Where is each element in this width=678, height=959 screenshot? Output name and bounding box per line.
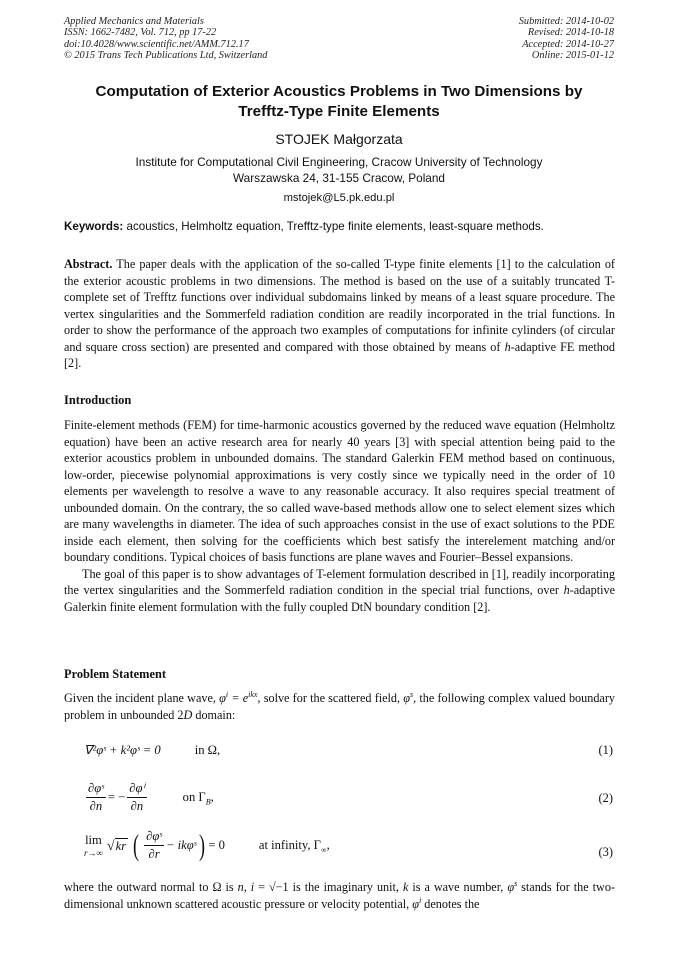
affiliation-line-2: Warszawska 24, 31-155 Cracow, Poland <box>232 171 445 185</box>
eq2-condition: on $\Gamma_B$, <box>182 789 214 807</box>
math-scattered-field: $\varphi^s$ <box>403 689 414 705</box>
journal-copyright: © 2015 Trans Tech Publications Ltd, Switzerland <box>64 49 268 61</box>
equation-2-number: (2) <box>598 791 613 805</box>
abstract-h-symbol: h <box>504 339 511 354</box>
title-line-2: Trefftz-Type Finite Elements <box>238 103 440 120</box>
ps-text-d: domain: <box>192 707 236 722</box>
journal-name: Applied Mechanics and Materials <box>64 16 204 27</box>
eq3-rhs: = 0 <box>208 838 225 852</box>
journal-header <box>64 16 267 61</box>
date-online: Online: 2015-01-12 <box>531 49 614 61</box>
ps-text-a: Given the incident plane wave, <box>64 691 220 705</box>
intro-p2-text-end: -adaptive Galerkin finite element formulation with the fully coupled DtN boundary condition [2]. <box>64 583 615 614</box>
ps-text-b: , solve for the scattered field, <box>257 691 404 705</box>
intro-paragraph-2 <box>64 566 615 616</box>
eq3-frac: $\frac{\text{∂φˢ}}{\partial r}$ <box>146 829 162 861</box>
eq3-limit: lim r→∞ <box>84 833 103 858</box>
keywords-label: Keywords: <box>64 220 124 233</box>
introduction-body <box>64 417 615 615</box>
intro-paragraph-1: Finite-element methods (FEM) for time-harmonic acoustics governed by the reduced wave equation (Helmholtz equation) have been an active research area for nearly 40 years [3] with special attention being paid to the exterior acoustics problem in unbounded domains. The standard Galerkin FEM method based on continuous, low-order, piecewise polynomial approximations is very costly since we typically need in the order of 10 elements per wavelength to resolve a wave to any reasonable accuracy. It also requires special treatment of unbounded domain. On the contrary, the so called wave-based methods allow one to select element sizes which are many wavelengths in diameter. The idea of such approaches consist in the use of exact solutions to the PDE inside each element, then solving for the coefficients which best satisfy the interelement matching and/or boundary conditions. Typical choices of basis functions are plane waves and Fourier–Bessel expansions. <box>64 418 615 564</box>
date-submitted: Submitted: 2014-10-02 <box>518 16 614 27</box>
equation-1-number: (1) <box>598 743 613 757</box>
paper-title <box>64 82 614 122</box>
date-accepted: Accepted: 2014-10-27 <box>522 38 614 50</box>
math-phi-i: $\varphi^i$ <box>412 895 422 911</box>
dates-header <box>519 16 614 61</box>
math-phi-s: $\varphi^s$ <box>507 878 518 894</box>
equation-2 <box>84 780 214 814</box>
intro-p2-text: The goal of this paper is to show advantages of T-element formulation described in [1], readily incorporating the vertex singularities and the Sommerfeld radiation condition in the special trial functions, over <box>64 566 615 597</box>
eq2-frac-right: $\frac{\text{∂φⁱ}}{\partial n}$ <box>129 781 145 813</box>
ps-text-c: , the following complex valued boundary problem in unbounded <box>64 691 615 722</box>
date-revised: Revised: 2014-10-18 <box>527 27 614 39</box>
math-incident-wave: $\varphi^i = e^{ikx}$ <box>219 689 258 705</box>
affiliation <box>64 154 614 186</box>
affiliation-line-1: Institute for Computational Civil Engineering, Cracow University of Technology <box>135 155 543 169</box>
intro-h-symbol: h <box>563 583 570 597</box>
keywords <box>64 219 616 234</box>
section-heading-introduction: Introduction <box>64 393 132 407</box>
math-2d: 2D <box>177 707 193 722</box>
eq1-expression: ∇²φˢ + k²φˢ = 0 <box>84 743 161 757</box>
problem-statement-text <box>64 690 615 723</box>
abstract-text: The paper deals with the application of the so-called T-type finite elements [1] to the calculation of the exterior acoustic problems in two dimensions. The method is based on the use of a suitably truncated T-complete set of Trefftz functions over individual subdomains linked by means of a least square procedure. The vertex singularities and the Sommerfeld radiation condition are readily incorporated in the trial functions. In order to show the performance of the approach two examples of computations for infinite cylinders (of circular and square cross section) are presented and compared with those obtained by means of <box>64 257 615 354</box>
equation-1 <box>84 742 220 758</box>
title-line-1: Computation of Exterior Acoustics Problems in Two Dimensions by <box>95 83 583 100</box>
journal-issn: ISSN: 1662-7482, Vol. 712, pp 17-22 <box>64 27 217 39</box>
keywords-text: acoustics, Helmholtz equation, Trefftz-type finite elements, least-square methods. <box>123 220 544 233</box>
eq3-sqrt: √ kr <box>106 838 127 854</box>
eq2-frac-left: $\frac{\text{∂φˢ}}{\partial n}$ <box>88 780 104 813</box>
abstract-label: Abstract. <box>64 257 113 271</box>
eq1-condition: in Ω, <box>194 742 221 757</box>
closing-paragraph: where the outward normal to Ω is n, i = √−1 is the imaginary unit, k is a wave number, $\varphi^s$ stands for the two-dimensional unknown scattered acoustic pressure or velocity potential, $\varphi^i$ denotes the <box>64 878 616 911</box>
author-name: STOJEK Małgorzata <box>275 131 403 147</box>
eq3-condition: at infinity, $\Gamma_\infty$, <box>258 838 330 855</box>
eq2-equals: = − <box>107 789 126 804</box>
eq3-middle-term: − ikφˢ <box>165 838 197 852</box>
journal-doi: doi:10.4028/www.scientific.net/AMM.712.17 <box>64 38 249 50</box>
equation-3: lim r→∞ √ kr ( $\frac{\text{∂φˢ}}{\partial r}$ − ikφˢ ) = 0 at infinity, $\Gamma_\infty$, <box>84 828 330 862</box>
abstract-text-end: -adaptive FE method [2]. <box>64 339 615 370</box>
abstract <box>64 256 615 372</box>
equation-3-number: (3) <box>598 845 613 859</box>
section-heading-problem-statement: Problem Statement <box>64 667 166 681</box>
author-email: mstojek@L5.pk.edu.pl <box>283 192 395 204</box>
